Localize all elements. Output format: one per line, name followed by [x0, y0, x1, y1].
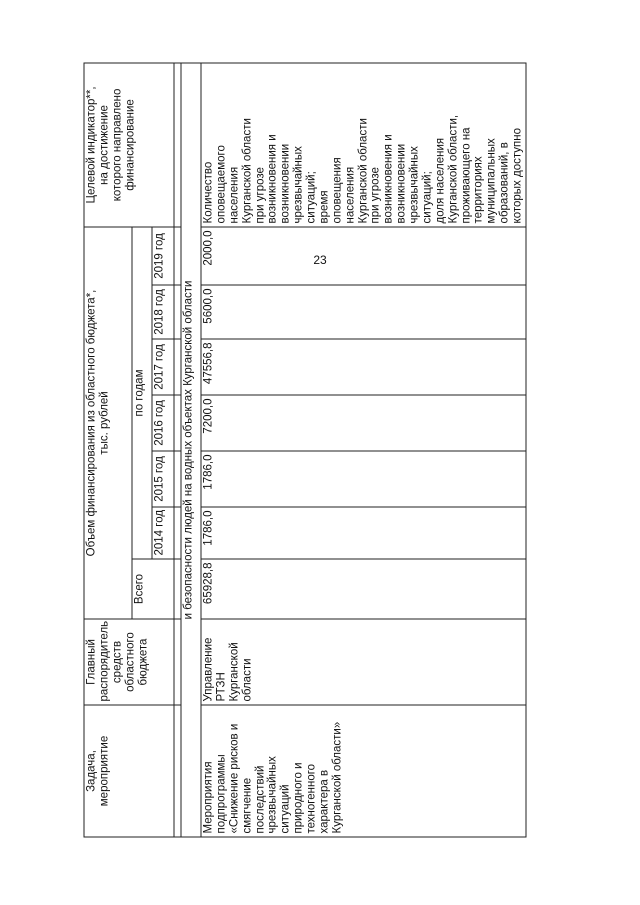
header-task: Задача, мероприятие — [84, 705, 174, 837]
row-distributor: Управление РТЗН Курганской области — [201, 619, 526, 705]
spacer-cell — [174, 395, 181, 451]
spacer-cell — [174, 705, 181, 837]
spacer-cell — [174, 619, 181, 705]
spacer-cell — [174, 507, 181, 559]
header-year-2014: 2014 год — [152, 507, 174, 559]
row-indicator: Количество оповещаемого населения Курганской области при угрозе возникновения и возникновении чрезвычайных ситуаций; время оповещения населения Курганской области при угрозе возникновения и возникновении чрезвычайных ситуаций; доля населения Курганской области, проживающего на территориях муниципальных образований, в которых доступно — [201, 62, 526, 226]
page-number: 23 — [313, 253, 327, 267]
spacer-cell — [174, 559, 181, 619]
header-year-2018: 2018 год — [152, 285, 174, 339]
spacer-cell — [174, 339, 181, 395]
row-task: Мероприятия подпрограммы «Снижение рисков и смягчение последствий чрезвычайных ситуаций природного и техногенного характера в Курганской области» — [201, 705, 526, 837]
row-2015: 1786,0 — [201, 451, 526, 507]
header-year-2019: 2019 год — [152, 226, 174, 284]
row-2014: 1786,0 — [201, 507, 526, 559]
spacer-cell — [174, 285, 181, 339]
row-2017: 47556,8 — [201, 339, 526, 395]
header-year-2016: 2016 год — [152, 395, 174, 451]
rotated-table-container — [84, 63, 629, 837]
row-total: 65928,8 — [201, 559, 526, 619]
header-by-years: по годам — [132, 226, 152, 558]
header-indicator: Целевой индикатор**, на достижение которого направлено финансирование — [84, 62, 174, 226]
program-table — [84, 62, 527, 837]
row-2019: 2000,0 — [201, 226, 526, 284]
spacer-cell — [174, 226, 181, 284]
section-title: и безопасности людей на водных объектах Курганской области — [181, 62, 201, 836]
row-2016: 7200,0 — [201, 395, 526, 451]
header-funding: Объем финансирования из областного бюджета*, тыс. рублей — [84, 226, 132, 618]
row-2018: 5600,0 — [201, 285, 526, 339]
header-year-2017: 2017 год — [152, 339, 174, 395]
spacer-cell — [174, 62, 181, 226]
spacer-cell — [174, 451, 181, 507]
header-distributor: Главный распорядитель средств областного бюджета — [84, 619, 174, 705]
header-year-2015: 2015 год — [152, 451, 174, 507]
header-total: Всего — [132, 559, 174, 619]
